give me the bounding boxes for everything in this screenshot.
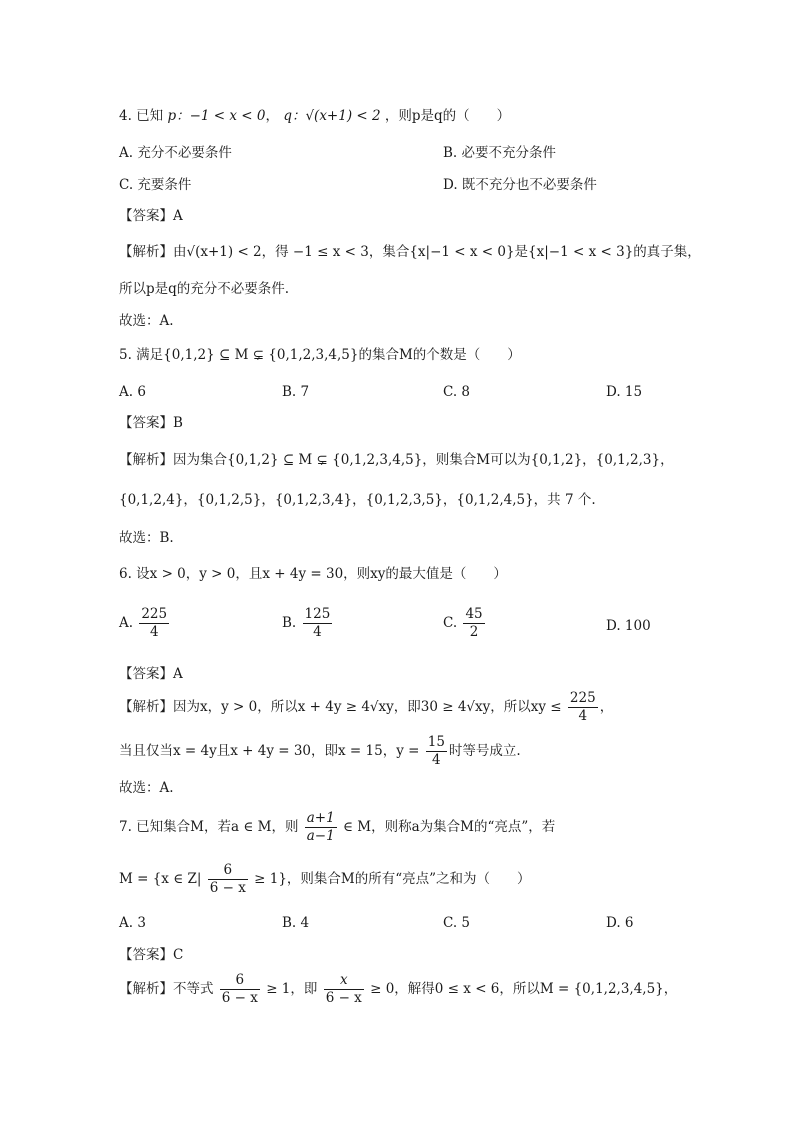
q4-conclusion: 故选：A.	[119, 313, 174, 329]
q6-option-c-fraction	[463, 606, 484, 641]
numerator: 45	[465, 606, 483, 622]
q5-analysis-line-1: 【解析】因为集合{0,1,2} ⊆ M ⊊ {0,1,2,3,4,5}，则集合M可以为{0,1,2}，{0,1,2,3}，	[119, 452, 674, 468]
numerator: 125	[304, 606, 331, 622]
q7-stem-text: 7. 已知集合M，若a ∈ M，则	[119, 819, 299, 835]
q6-option-b-fraction	[303, 606, 333, 641]
q7-option-d: D. 6	[606, 915, 634, 931]
q6-analysis-line-1	[119, 690, 613, 725]
q6-analysis-1-text: 【解析】因为x，y > 0，所以x + 4y ≥ 4√xy，即30 ≥ 4√xy，所以xy ≤	[119, 699, 562, 715]
q5-analysis-line-2: {0,1,2,4}，{0,1,2,5}，{0,1,2,3,4}，{0,1,2,3,5}，{0,1,2,4,5}，共 7 个.	[119, 492, 596, 508]
q6-analysis-line-2	[119, 734, 521, 769]
numerator: 6	[220, 972, 260, 990]
q7-set-definition	[119, 862, 531, 897]
q7-set-def-tail: ≥ 1}，则集合M的所有“亮点”之和为（ ）	[254, 871, 531, 887]
q7-set-fraction	[208, 862, 248, 897]
q7-stem-fraction	[305, 810, 337, 845]
q4-stem: 4. 已知 p：−1 < x < 0， q：√(x+1) < 2 ，则p是q的（ ）	[119, 108, 511, 124]
q7-analysis-text-c: ≥ 0，解得0 ≤ x < 6，所以M = {0,1,2,3,4,5}，	[370, 981, 678, 997]
q7-stem-line-1	[119, 810, 555, 845]
q4-p-condition: p：−1 < x < 0	[167, 108, 266, 124]
q7-analysis-fraction-2	[324, 972, 364, 1007]
q6-option-a-letter: A.	[119, 615, 134, 631]
q7-answer: 【答案】C	[119, 947, 184, 963]
q5-conclusion: 故选：B.	[119, 530, 174, 546]
q4-option-b: B. 必要不充分条件	[443, 145, 557, 161]
denominator: 4	[432, 752, 441, 768]
denominator: 6 − x	[325, 990, 362, 1006]
q5-option-d: D. 15	[606, 384, 643, 400]
numerator: 15	[427, 734, 445, 750]
q4-answer: 【答案】A	[119, 208, 183, 224]
q6-analysis-1-tail: ，	[599, 699, 614, 715]
q4-option-d: D. 既不充分也不必要条件	[443, 177, 597, 193]
q6-analysis-1-fraction	[568, 690, 598, 725]
q4-tail: ，则p是q的（ ）	[384, 108, 511, 124]
denominator: 6 − x	[209, 880, 246, 896]
q6-analysis-2-tail: 时等号成立.	[448, 743, 521, 759]
q7-analysis-text-b: ≥ 1，即	[266, 981, 318, 997]
denominator: 6 − x	[221, 990, 258, 1006]
q6-option-d: D. 100	[606, 618, 651, 634]
q6-option-c	[443, 606, 487, 641]
q7-analysis-text-a: 【解析】不等式	[119, 981, 214, 997]
q7-set-def-text: M = {x ∈ Z|	[119, 871, 202, 887]
q7-option-a: A. 3	[119, 915, 146, 931]
q6-option-b	[282, 606, 334, 641]
denominator: 4	[313, 624, 322, 640]
denominator: a−1	[306, 828, 335, 844]
q4-label: 4. 已知	[119, 108, 164, 124]
q7-analysis-fraction-1	[220, 972, 260, 1007]
q6-option-a-fraction	[139, 606, 169, 641]
q4-analysis-line-2: 所以p是q的充分不必要条件.	[119, 281, 290, 297]
q4-q-condition: q：√(x+1) < 2	[283, 108, 381, 124]
q7-stem-tail: ∈ M，则称a为集合M的“亮点”，若	[343, 819, 556, 835]
q7-analysis-line-1	[119, 972, 677, 1007]
denominator: 4	[149, 624, 159, 640]
q6-option-c-letter: C.	[443, 615, 458, 631]
numerator: 225	[141, 606, 168, 622]
q7-option-b: B. 4	[282, 915, 310, 931]
numerator: a+1	[306, 810, 335, 826]
q6-stem: 6. 设x > 0，y > 0，且x + 4y = 30，则xy的最大值是（ ）	[119, 566, 507, 582]
q6-conclusion: 故选：A.	[119, 780, 174, 796]
numerator: 6	[208, 862, 248, 880]
q6-analysis-2-text: 当且仅当x = 4y且x + 4y = 30，即x = 15，y =	[119, 743, 420, 759]
q5-option-a: A. 6	[119, 384, 146, 400]
q7-option-c: C. 5	[443, 915, 471, 931]
numerator: 225	[569, 690, 596, 706]
q4-option-a: A. 充分不必要条件	[119, 145, 232, 161]
q4-analysis-line-1: 【解析】由√(x+1) < 2，得 −1 ≤ x < 3，集合{x|−1 < x < 0}是{x|−1 < x < 3}的真子集，	[119, 244, 701, 260]
denominator: 2	[469, 624, 479, 640]
q6-analysis-2-fraction	[426, 734, 447, 769]
denominator: 4	[578, 708, 588, 724]
q4-option-c: C. 充要条件	[119, 177, 192, 193]
q6-answer: 【答案】A	[119, 666, 183, 682]
q5-answer: 【答案】B	[119, 415, 183, 431]
numerator: x	[324, 972, 364, 990]
q5-option-b: B. 7	[282, 384, 310, 400]
q6-option-b-letter: B.	[282, 615, 297, 631]
q6-option-a	[119, 606, 171, 641]
q5-stem: 5. 满足{0,1,2} ⊆ M ⊊ {0,1,2,3,4,5}的集合M的个数是（ ）	[119, 347, 521, 363]
q5-option-c: C. 8	[443, 384, 471, 400]
